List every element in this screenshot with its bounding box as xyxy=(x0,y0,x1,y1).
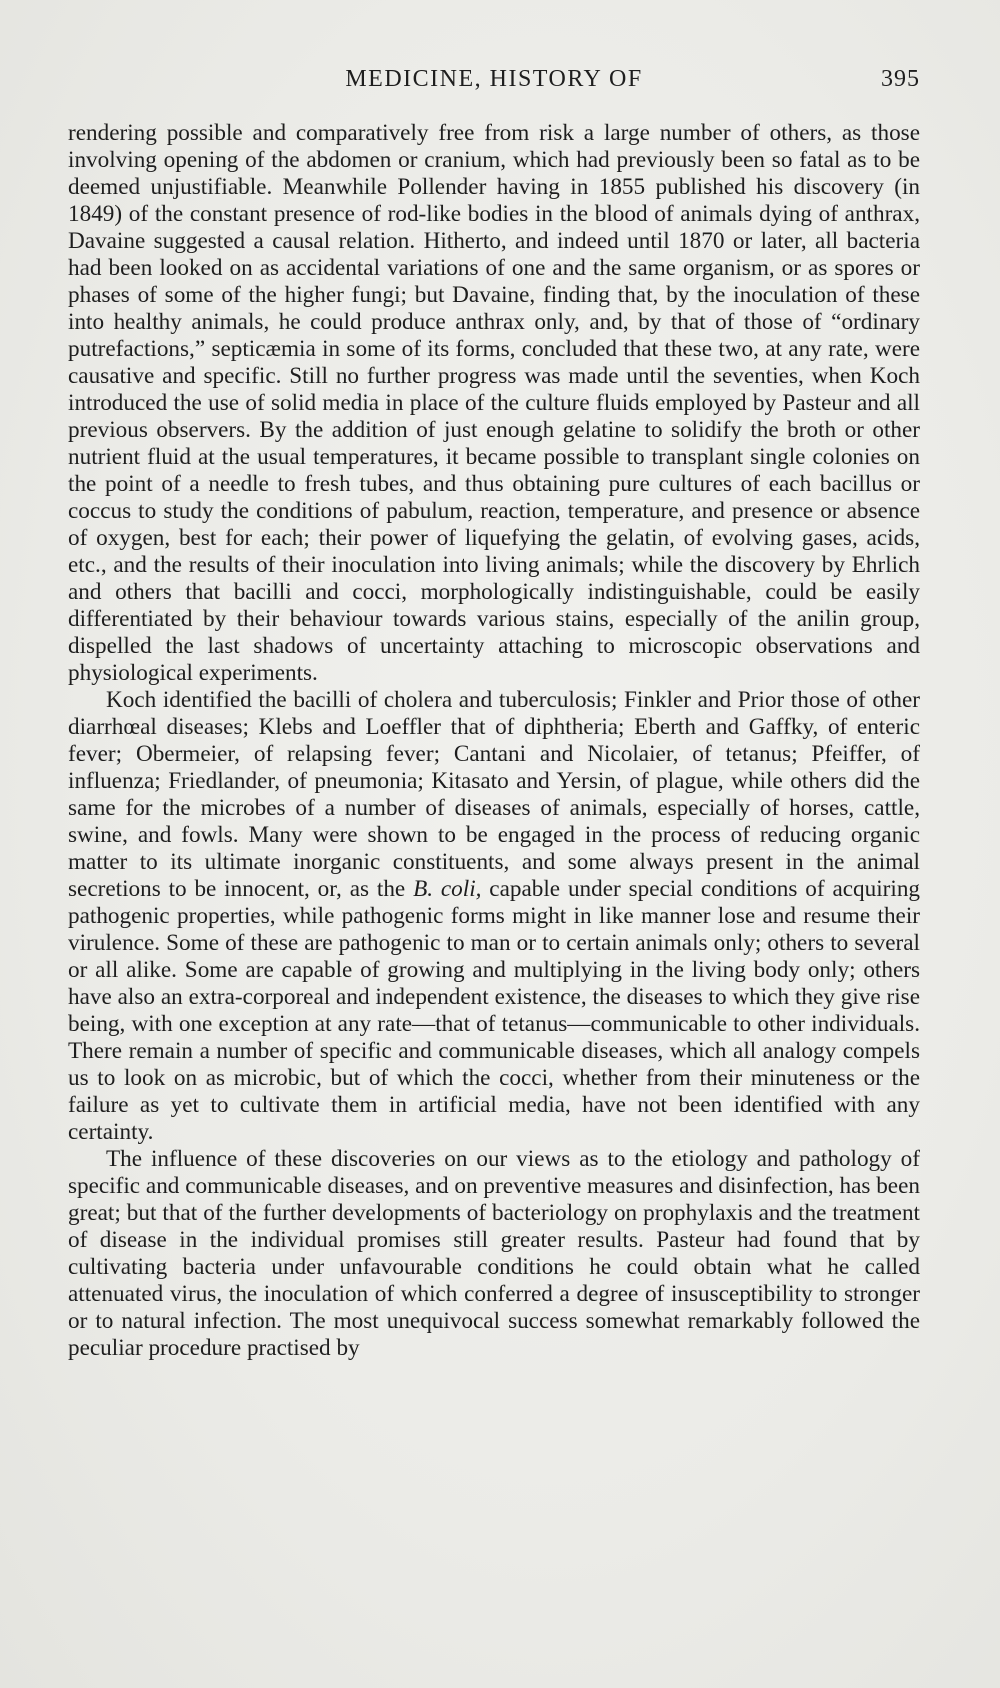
body-text xyxy=(68,120,920,1362)
running-head: MEDICINE, HISTORY OF xyxy=(345,66,643,92)
page-number: 395 xyxy=(881,66,920,92)
page-header xyxy=(68,66,920,96)
species-name: B. coli, xyxy=(413,876,482,902)
paragraph-2-text-b: capable under special conditions of acquiring pathogenic properties, while pathogenic forms might in like manner lose and resume their virulence. Some of these are pathogenic to man or to certain animals only; others to several or all alike. Some are capable of growing and multiplying in the living body only; others have also an extra-corporeal and independent existence, the diseases to which they give rise being, with one exception at any rate—that of tetanus—communicable to other individuals. There remain a number of specific and communicable diseases, which all analogy compels us to look on as microbic, but of which the cocci, whether from their minuteness or the failure as yet to cultivate them in artificial media, have not been identified with any certainty. xyxy=(68,876,921,1145)
paragraph-3: The influence of these discoveries on our views as to the etiology and pathology of specific and communicable diseases, and on preventive measures and disinfection, has been great; but that of the further developments of bacteriology on prophylaxis and the treatment of disease in the individual promises still greater results. Pasteur had found that by cultivating bacteria under unfavourable conditions he could obtain what he called attenuated virus, the inoculation of which conferred a degree of insusceptibility to stronger or to natural infection. The most unequivocal success somewhat remarkably followed the peculiar procedure practised by xyxy=(68,1146,920,1361)
paragraph-2 xyxy=(68,687,920,1146)
paragraph-2-text-a: Koch identified the bacilli of cholera and tuberculosis; Finkler and Prior those of other diarrhœal diseases; Klebs and Loeffler that of diphtheria; Eberth and Gaffky, of enteric fever; Obermeier, of relapsing fever; Cantani and Nicolaier, of tetanus; Pfeiffer, of influenza; Friedlander, of pneumonia; Kitasato and Yersin, of plague, while others did the same for the microbes of a number of diseases of animals, especially of horses, cattle, swine, and fowls. Many were shown to be engaged in the process of reducing organic matter to its ultimate inorganic constituents, and some always present in the animal secretions to be innocent, or, as the xyxy=(68,687,920,902)
paragraph-1: rendering possible and comparatively free from risk a large number of others, as those involving opening of the abdomen or cranium, which had previously been so fatal as to be deemed unjustifiable. Meanwhile Pollender having in 1855 published his discovery (in 1849) of the constant presence of rod-like bodies in the blood of animals dying of anthrax, Davaine suggested a causal relation. Hitherto, and indeed until 1870 or later, all bacteria had been looked on as accidental variations of one and the same organism, or as spores or phases of some of the higher fungi; but Davaine, finding that, by the inoculation of these into healthy animals, he could produce anthrax only, and, by that of those of “ordinary putrefactions,” septicæmia in some of its forms, concluded that these two, at any rate, were causative and specific. Still no further progress was made until the seventies, when Koch introduced the use of solid media in place of the culture fluids employed by Pasteur and all previous observers. By the addition of just enough gelatine to solidify the broth or other nutrient fluid at the usual temperatures, it became possible to transplant single colonies on the point of a needle to fresh tubes, and thus obtaining pure cultures of each bacillus or coccus to study the conditions of pabulum, reaction, temperature, and presence or absence of oxygen, best for each; their power of liquefying the gelatin, of evolving gases, acids, etc., and the results of their inoculation into living animals; while the discovery by Ehrlich and others that bacilli and cocci, morphologically indistinguishable, could be easily differentiated by their behaviour towards various stains, especially of the anilin group, dispelled the last shadows of uncertainty attaching to microscopic observations and physiological experiments. xyxy=(68,120,920,686)
